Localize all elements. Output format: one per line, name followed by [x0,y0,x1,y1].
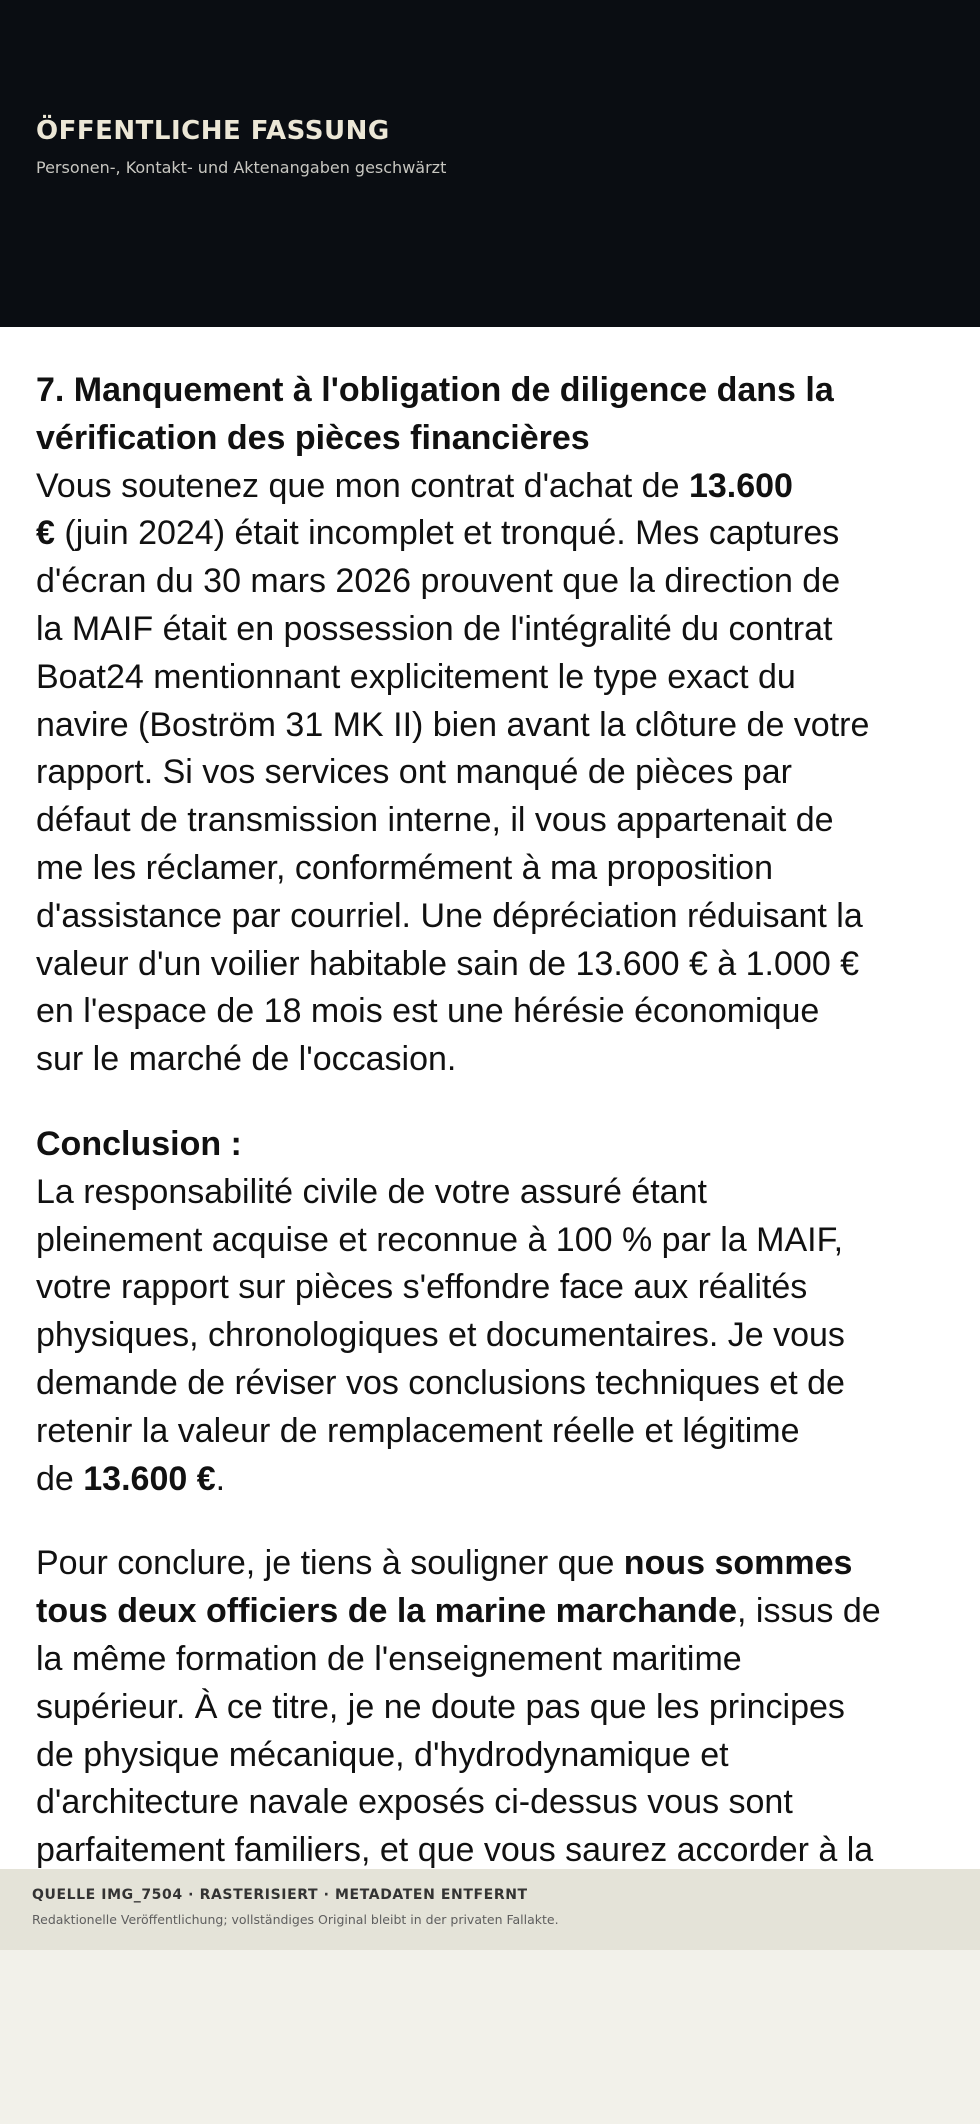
paragraph-line: physiques, chronologiques et documentaires. Je vous [36,1316,845,1355]
paragraph-line: valeur d'un voilier habitable sain de 13.600 € à 1.000 € [36,944,860,983]
paragraph-line: navire (Boström 31 MK II) bien avant la clôture de votre [36,705,870,744]
paragraph-line: tous deux officiers de la marine marchande, issus de [36,1592,881,1631]
paragraph-line: € (juin 2024) était incomplet et tronqué. Mes captures [36,514,840,553]
paragraph-line: pleinement acquise et reconnue à 100 % par la MAIF, [36,1220,844,1259]
paragraph-line: sur le marché de l'occasion. [36,1040,457,1079]
paragraph-line: Pour conclure, je tiens à souligner que nous sommes [36,1544,853,1583]
header-subtitle: Personen-, Kontakt- und Aktenangaben geschwärzt [36,158,447,177]
paragraph-line: supérieur. À ce titre, je ne doute pas que les principes [36,1687,845,1726]
paragraph-line: en l'espace de 18 mois est une hérésie économique [36,992,820,1031]
paragraph-line: La responsabilité civile de votre assuré étant [36,1172,707,1211]
paragraph-line: Vous soutenez que mon contrat d'achat de 13.600 [36,466,793,505]
source-footer [0,1869,980,1950]
paragraph-line: de physique mécanique, d'hydrodynamique et [36,1735,729,1774]
redaction-header [0,0,980,327]
paragraph-line: retenir la valeur de remplacement réelle et légitime [36,1411,800,1450]
footer-title: QUELLE IMG_7504 · RASTERISIERT · METADATEN ENTFERNT [32,1887,528,1903]
footer-subtitle: Redaktionelle Veröffentlichung; vollständiges Original bleibt in der privaten Fallakte. [32,1912,559,1927]
paragraph-line: d'assistance par courriel. Une dépréciation réduisant la [36,896,863,935]
paragraph-line: défaut de transmission interne, il vous appartenait de [36,801,834,840]
paragraph-line: Boat24 mentionnant explicitement le type exact du [36,657,796,696]
paragraph-line: demande de réviser vos conclusions techniques et de [36,1363,845,1402]
paragraph-line: votre rapport sur pièces s'effondre face aux réalités [36,1268,808,1307]
section-7 [36,367,956,1084]
paragraph-line: de 13.600 €. [36,1459,226,1498]
closing-paragraph [36,1540,956,1869]
document-scan [0,327,980,1869]
paragraph-line: me les réclamer, conformément à ma proposition [36,848,773,887]
paragraph-line: la MAIF était en possession de l'intégralité du contrat [36,609,833,648]
paragraph-line: parfaitement familiers, et que vous saurez accorder à la [36,1831,874,1869]
paragraph-line: la même formation de l'enseignement maritime [36,1639,742,1678]
section-heading-line: vérification des pièces financières [36,418,590,457]
paragraph-line: d'architecture navale exposés ci-dessus vous sont [36,1783,793,1822]
document-text [36,367,956,1869]
section-heading-line: 7. Manquement à l'obligation de diligence dans la [36,371,834,409]
paragraph-line: d'écran du 30 mars 2026 prouvent que la direction de [36,562,841,601]
conclusion-section [36,1121,956,1503]
paragraph-line: rapport. Si vos services ont manqué de pièces par [36,753,792,792]
conclusion-heading: Conclusion : [36,1124,242,1163]
header-title: ÖFFENTLICHE FASSUNG [36,116,390,146]
